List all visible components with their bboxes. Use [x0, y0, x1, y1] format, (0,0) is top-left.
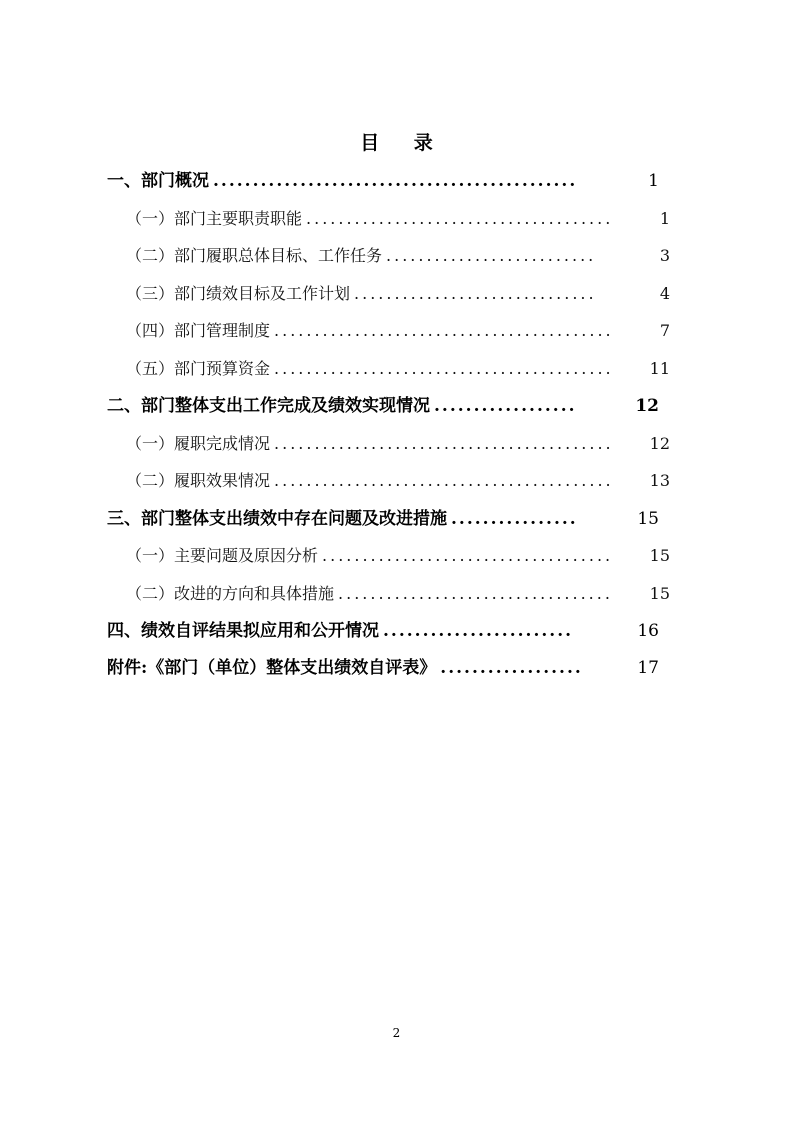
toc-leader-dots: ..................................: [338, 584, 613, 603]
toc-leader-dots: ..........................................: [274, 321, 614, 340]
toc-entry-label: （二）改进的方向和具体措施: [126, 584, 335, 603]
toc-page-number: 1: [648, 171, 659, 191]
toc-entry-label: （二）履职效果情况: [126, 471, 271, 490]
toc-entry-section-2[interactable]: [107, 393, 659, 419]
toc-entry-3-1[interactable]: [126, 543, 670, 569]
toc-entry-1-3[interactable]: [126, 281, 670, 307]
toc-entry-label: 附件:《部门（单位）整体支出绩效自评表》: [107, 658, 437, 678]
toc-leader-dots: ..........................................: [274, 359, 614, 378]
toc-leader-dots: ..............................: [354, 284, 597, 303]
toc-leader-dots: ........................: [383, 621, 574, 641]
toc-page-number: 15: [637, 509, 659, 529]
toc-entry-label: 三、部门整体支出绩效中存在问题及改进措施: [107, 509, 447, 529]
toc-entry-label: （一）履职完成情况: [126, 434, 271, 453]
toc-leader-dots: ..........................................: [274, 434, 614, 453]
toc-entry-1-5[interactable]: [126, 356, 670, 382]
toc-entry-2-1[interactable]: [126, 431, 670, 457]
toc-entry-1-1[interactable]: [126, 206, 670, 232]
toc-page-number: 12: [649, 434, 670, 453]
toc-leader-dots: ................: [451, 509, 578, 529]
toc-page-number: 7: [659, 321, 670, 340]
page-number-footer: 2: [392, 1026, 401, 1040]
toc-leader-dots: ......................................: [306, 209, 614, 228]
toc-leader-dots: ..............................................: [213, 171, 578, 191]
toc-entry-appendix[interactable]: [107, 655, 659, 681]
toc-entry-label: （五）部门预算资金: [126, 359, 271, 378]
toc-entry-label: 四、绩效自评结果拟应用和公开情况: [107, 621, 379, 641]
toc-page-number: 17: [637, 658, 659, 678]
toc-entry-section-4[interactable]: [107, 618, 659, 644]
toc-title: 目 录: [360, 132, 447, 154]
toc-page-number: 11: [649, 359, 670, 378]
toc-entry-label: （一）主要问题及原因分析: [126, 546, 319, 565]
toc-leader-dots: ..........................: [386, 246, 597, 265]
toc-leader-dots: ..........................................: [274, 471, 614, 490]
toc-entry-3-2[interactable]: [126, 581, 670, 607]
toc-leader-dots: ....................................: [322, 546, 614, 565]
toc-entry-label: （二）部门履职总体目标、工作任务: [126, 246, 383, 265]
toc-entry-label: （三）部门绩效目标及工作计划: [126, 284, 351, 303]
toc-entry-label: 一、部门概况: [107, 171, 209, 191]
toc-entry-label: （四）部门管理制度: [126, 321, 271, 340]
toc-entry-1-2[interactable]: [126, 243, 670, 269]
toc-entry-section-3[interactable]: [107, 506, 659, 532]
toc-page-number: 4: [659, 284, 670, 303]
toc-leader-dots: ..................: [434, 396, 577, 416]
toc-page-number: 1: [659, 209, 670, 228]
toc-page-number: 3: [659, 246, 670, 265]
toc-entry-1-4[interactable]: [126, 318, 670, 344]
toc-page-number: 13: [649, 471, 670, 490]
toc-entry-2-2[interactable]: [126, 468, 670, 494]
toc-page-number: 15: [649, 546, 670, 565]
toc-entry-section-1[interactable]: [107, 168, 659, 194]
toc-page-number: 16: [637, 621, 659, 641]
toc-page-number: 12: [635, 396, 659, 416]
toc-leader-dots: ..................: [440, 658, 583, 678]
toc-entry-label: （一）部门主要职责职能: [126, 209, 303, 228]
toc-entry-label: 二、部门整体支出工作完成及绩效实现情况: [107, 396, 430, 416]
toc-page-number: 15: [649, 584, 670, 603]
